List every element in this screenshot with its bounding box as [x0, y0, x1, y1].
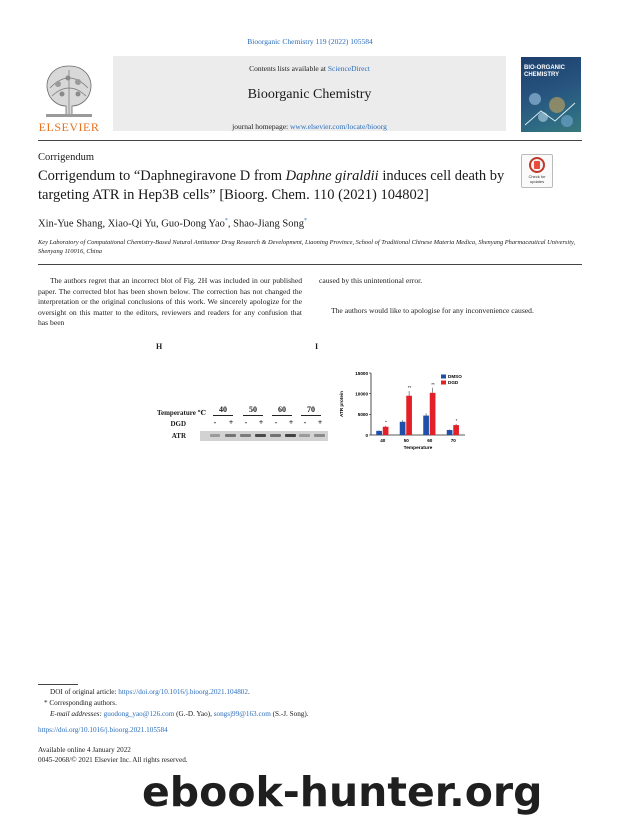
doi-suffix: . — [247, 688, 250, 696]
legend-swatch-dmso — [441, 375, 446, 379]
article-title — [38, 167, 518, 205]
corresponding-mark[interactable]: * — [303, 218, 307, 224]
title-part-1: Corrigendum to “Daphnegiravone D from — [38, 168, 286, 184]
dgd-label: DGD — [170, 420, 186, 428]
homepage-prefix: journal homepage: — [232, 122, 291, 131]
blot-band — [240, 434, 251, 437]
available-online: Available online 4 January 2022 — [38, 746, 131, 754]
y-axis-label: ATR protein — [339, 391, 344, 417]
body-right-continuation: caused by this unintentional error. — [319, 276, 423, 285]
treatment-sign: - — [213, 418, 217, 427]
email-label: E-mail addresses: — [50, 710, 104, 718]
journal-cover — [521, 57, 581, 132]
legend-label-dmso: DMSO — [448, 374, 462, 379]
legend-label-dgd: DGD — [448, 380, 459, 385]
treatment-sign: - — [274, 418, 278, 427]
contents-line — [113, 64, 506, 73]
panel-label-h: H — [156, 342, 163, 351]
legend-swatch-dgd — [441, 381, 446, 385]
y-tick-label: 0 — [365, 432, 368, 438]
title-species: Daphne giraldii — [285, 168, 379, 184]
contents-prefix: Contents lists available at — [249, 64, 328, 73]
bar-dmso — [423, 416, 429, 435]
authors-first: Xin-Yue Shang, Xiao-Qi Yu, Guo-Dong Yao — [38, 218, 225, 230]
bar-dgd — [406, 396, 412, 435]
bar-dmso — [447, 430, 453, 435]
blot-band — [225, 434, 236, 437]
bar-dgd — [383, 427, 389, 435]
body-text-left: The authors regret that an incorrect blot of Fig. 2H was included in our published paper. The corrected blot has been shown below. The correction has not changed the interpretation or the original conclusions of this work. We sincerely apologize for the oversight on this matter to the editors, reviewers and readers for any confusion that has been — [38, 276, 302, 327]
temp-underline — [272, 415, 292, 416]
significance-marker: ** — [431, 381, 435, 387]
doi-prefix: DOI of original article: — [50, 688, 119, 696]
footnote-doi — [38, 687, 582, 698]
corresponding-text: Corresponding authors. — [49, 699, 117, 707]
temp-header: 40 — [219, 405, 227, 414]
affiliation: Key Laboratory of Computational Chemistry-Based Natural Antitumor Drug Research & Development, Liaoning Province, School of Traditional Chinese Materia Medica, Shenyang Pharmaceutical University, Shenyang 110016, China — [38, 239, 576, 255]
email-link-song[interactable]: songsj99@163.com — [213, 710, 271, 718]
journal-reference[interactable]: Bioorganic Chemistry 119 (2022) 105584 — [247, 37, 373, 46]
email-link-yao[interactable]: guodong_yao@126.com — [103, 710, 175, 718]
body-text-right — [319, 276, 582, 316]
x-tick-label: 40 — [380, 438, 386, 443]
homepage-line — [113, 122, 506, 131]
bar-dgd — [453, 425, 459, 435]
cover-title: BIO-ORGANIC CHEMISTRY — [524, 65, 565, 78]
original-doi-link[interactable]: https://doi.org/10.1016/j.bioorg.2021.104802 — [118, 688, 248, 696]
y-tick-label: 10000 — [355, 391, 368, 397]
title-part-2: induces cell death by targeting ATR in Hep3B cells” [Bioorg. Chem. 110 (2021) 104802] — [38, 168, 505, 203]
sciencedirect-link[interactable]: ScienceDirect — [327, 64, 370, 73]
x-axis-label: Temperature — [403, 446, 433, 451]
blot-band — [255, 434, 266, 437]
footnote-rule — [38, 684, 78, 685]
atr-label: ATR — [171, 432, 186, 440]
temp-underline — [213, 415, 233, 416]
availability-info — [38, 745, 188, 765]
treatment-sign: + — [288, 418, 294, 427]
significance-marker: ** — [407, 385, 412, 391]
temperature-label: Temperature ℃ — [156, 409, 206, 417]
treatment-sign: - — [244, 418, 248, 427]
homepage-link[interactable]: www.elsevier.com/locate/bioorg — [290, 122, 387, 131]
footnote-emails — [38, 709, 582, 720]
elsevier-logo — [38, 58, 100, 134]
blot-band — [285, 434, 296, 437]
blot-band — [299, 434, 310, 437]
temp-underline — [301, 415, 321, 416]
temp-header: 70 — [307, 405, 315, 414]
journal-name: Bioorganic Chemistry — [247, 87, 372, 102]
temp-header: 50 — [249, 405, 257, 414]
x-tick-label: 70 — [450, 438, 456, 443]
western-blot-strip — [200, 431, 328, 441]
bar-dmso — [400, 422, 406, 435]
treatment-sign: + — [258, 418, 264, 427]
watermark-text: ebook-hunter.org — [142, 768, 543, 816]
temp-underline — [243, 415, 263, 416]
check-updates-icon — [522, 155, 552, 175]
header-rule — [38, 140, 582, 141]
y-tick-label: 5000 — [357, 412, 368, 418]
body-right-apology: The authors would like to apologise for any inconvenience caused. — [331, 305, 534, 315]
y-tick-label: 15000 — [355, 370, 368, 376]
author-list — [38, 218, 307, 230]
article-type: Corrigendum — [38, 152, 94, 163]
x-tick-label: 60 — [427, 438, 433, 443]
cover-artwork-icon — [521, 85, 581, 132]
bar-dmso — [376, 431, 382, 435]
corresponding-mark[interactable]: * — [224, 218, 228, 224]
treatment-sign: + — [317, 418, 323, 427]
copyright: 0045-2068/© 2021 Elsevier Inc. All rights reserved. — [38, 756, 188, 764]
authors-second: , Shao-Jiang Song — [227, 218, 304, 230]
affiliation-rule — [38, 264, 582, 265]
check-for-updates-badge[interactable] — [521, 154, 553, 188]
badge-label: Check for updates — [528, 174, 546, 184]
temp-header: 60 — [278, 405, 286, 414]
blot-band — [314, 434, 325, 437]
corresponding-asterisk: * — [44, 699, 48, 707]
x-tick-label: 50 — [403, 438, 409, 443]
treatment-sign: + — [228, 418, 234, 427]
treatment-sign: - — [303, 418, 307, 427]
bar-dgd — [430, 393, 436, 435]
panel-label-i: I — [315, 342, 319, 351]
footnote-corresponding — [38, 698, 582, 709]
significance-marker: * — [385, 419, 387, 425]
significance-marker: * — [455, 417, 458, 423]
email-owner-yao: (G.-D. Yao), — [174, 710, 214, 718]
blot-band — [270, 434, 281, 437]
atr-protein-chart — [335, 365, 475, 455]
elsevier-wordmark: ELSEVIER — [38, 120, 100, 134]
blot-band — [210, 434, 220, 437]
article-doi-link[interactable]: https://doi.org/10.1016/j.bioorg.2021.105584 — [38, 726, 168, 734]
email-owner-song: (S.-J. Song). — [270, 710, 309, 718]
